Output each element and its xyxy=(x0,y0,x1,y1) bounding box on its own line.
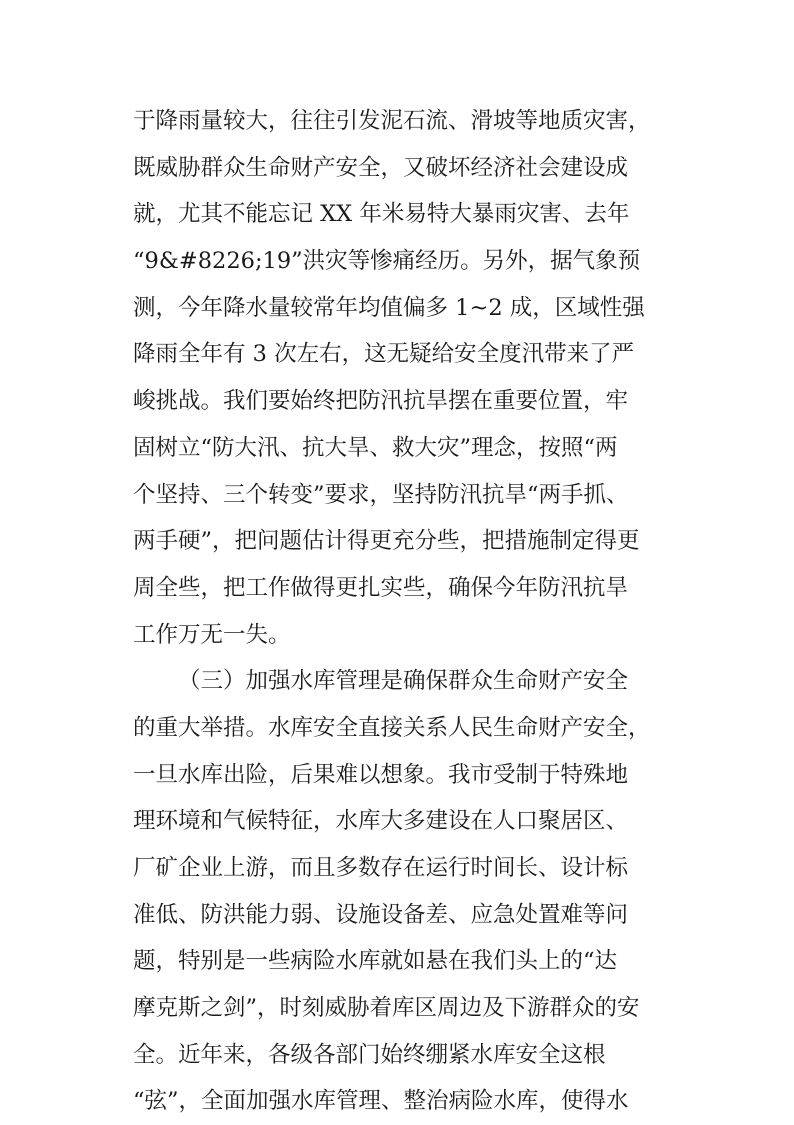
text-line: 摩克斯之剑”，时刻威胁着库区周边及下游群众的安 xyxy=(133,995,640,1022)
text-line: 降雨全年有 3 次左右，这无疑给安全度汛带来了严 xyxy=(133,341,635,368)
text-line: 于降雨量较大，往往引发泥石流、滑坡等地质灾害， xyxy=(133,108,651,134)
text-line: 固树立“防大汛、抗大旱、救大灾”理念，按照“两 xyxy=(133,434,618,461)
text-line: 就，尤其不能忘记 XX 年米易特大暴雨灾害、去年 xyxy=(133,201,630,228)
text-line: 全。近年来，各级各部门始终绷紧水库安全这根 xyxy=(133,1041,606,1068)
body-text xyxy=(133,98,673,1125)
text-line: 准低、防洪能力弱、设施设备差、应急处置难等问 xyxy=(133,901,629,928)
text-line: “9&#8226;19”洪灾等惨痛经历。另外，据气象预 xyxy=(133,248,641,275)
text-line: 峻挑战。我们要始终把防汛抗旱摆在重要位置，牢 xyxy=(133,388,629,415)
text-line: 的重大举措。水库安全直接关系人民生命财产安全， xyxy=(133,714,651,741)
text-line: “弦”，全面加强水库管理、整治病险水库，使得水 xyxy=(133,1088,629,1115)
text-line: 周全些，把工作做得更扎实些，确保今年防汛抗旱 xyxy=(133,574,629,601)
text-line: 厂矿企业上游，而且多数存在运行时间长、设计标 xyxy=(133,855,629,881)
text-line: 既威胁群众生命财产安全，又破坏经济社会建设成 xyxy=(133,154,629,181)
text-line: 个坚持、三个转变”要求，坚持防汛抗旱“两手抓、 xyxy=(133,481,629,508)
text-line: 测，今年降水量较常年均值偏多 1~2 成，区域性强 xyxy=(133,294,645,321)
text-line: 题，特别是一些病险水库就如悬在我们头上的“达 xyxy=(133,948,618,975)
text-line: 理环境和气候特征，水库大多建设在人口聚居区、 xyxy=(133,808,629,835)
text-line: 两手硬”，把问题估计得更充分些，把措施制定得更 xyxy=(133,528,640,555)
text-line: 工作万无一失。 xyxy=(133,621,291,648)
text-line: 一旦水库出险，后果难以想象。我市受制于特殊地 xyxy=(133,761,629,788)
section-heading-line: （三）加强水库管理是确保群众生命财产安全 xyxy=(178,668,629,695)
